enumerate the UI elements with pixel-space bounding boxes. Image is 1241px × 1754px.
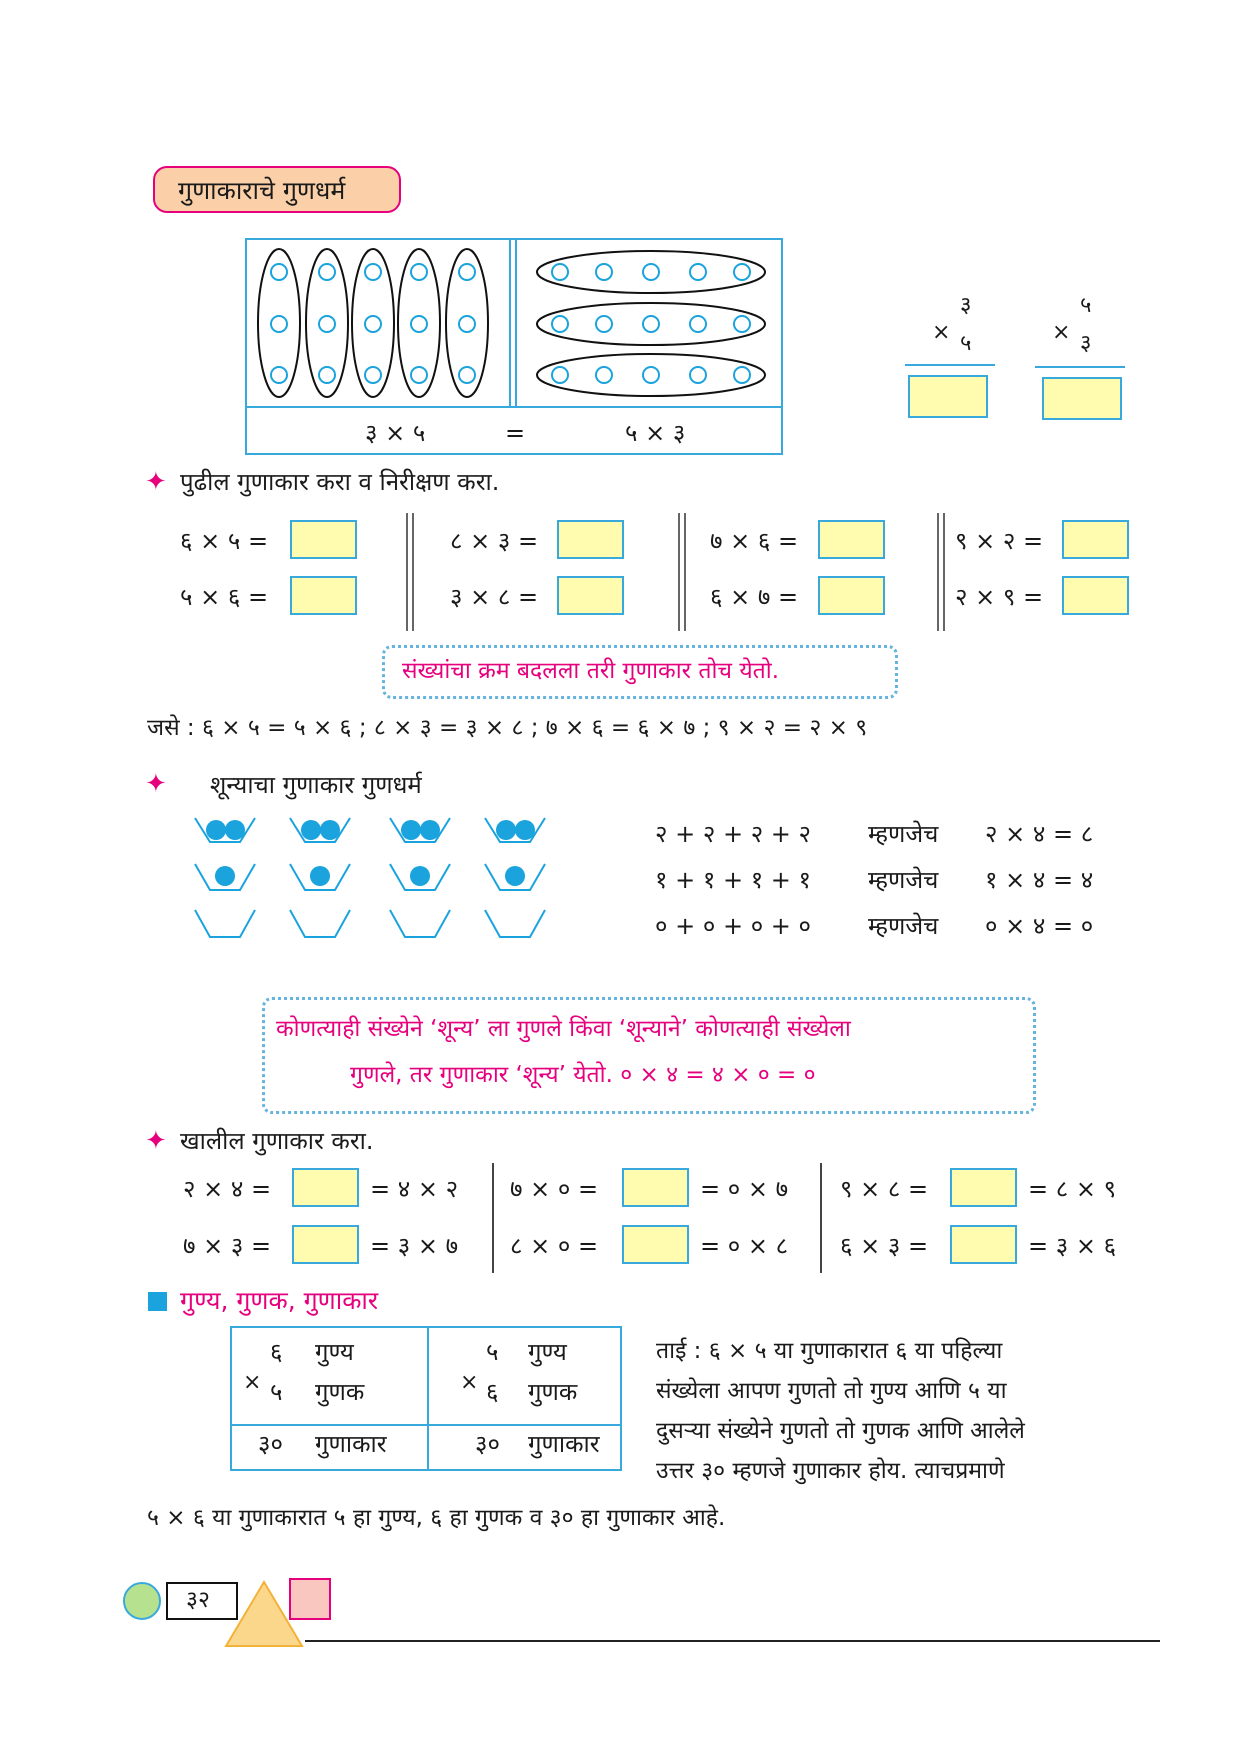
s3-left-expr: ७ × ३ = <box>183 1232 272 1260</box>
s1-answer-box[interactable] <box>290 576 357 615</box>
s3-answer-box[interactable] <box>622 1225 689 1264</box>
s1-expr: ६ × ७ = <box>710 583 799 611</box>
s3-right-expr: = ४ × २ <box>370 1175 459 1203</box>
s3-answer-box[interactable] <box>292 1225 359 1264</box>
explanation-line: उत्तर ३० म्हणजे गुणाकार होय. त्याचप्रमाणे <box>656 1458 1005 1484</box>
vertical2-answer-box[interactable] <box>1042 377 1122 420</box>
baskets-illustration <box>190 810 570 950</box>
s1-answer-box[interactable] <box>557 576 624 615</box>
vertical2-times: × <box>1052 320 1071 345</box>
vertical1-times: × <box>932 320 951 345</box>
oval-groups-svg <box>247 240 781 406</box>
s3-right-expr: = ० × ८ <box>700 1232 789 1260</box>
s3-right-expr: = ८ × ९ <box>1028 1175 1117 1203</box>
s1-expr: ७ × ६ = <box>710 527 799 555</box>
s1-answer-box[interactable] <box>557 520 624 559</box>
divider <box>937 513 945 631</box>
s1-expr: २ × ९ = <box>955 583 1044 611</box>
figure-equals: = <box>505 419 526 447</box>
rule2-line1: कोणत्याही संख्येने ‘शून्य’ ला गुणले किंवा ‘शून्याने’ कोणत्याही संख्येला <box>276 1016 851 1042</box>
explanation-line: दुसऱ्या संख्येने गुणतो तो गुणक आणि आलेले <box>656 1418 1025 1444</box>
rule2-frame <box>262 997 1036 1114</box>
divider <box>678 513 686 631</box>
s3-answer-box[interactable] <box>950 1168 1017 1207</box>
zero-row-sum: ० + ० + ० + ० <box>655 912 812 940</box>
section2-title: शून्याचा गुणाकार गुणधर्म <box>210 771 422 799</box>
table2-product-label: गुणाकार <box>528 1430 600 1458</box>
figure-right-expr: ५ × ३ <box>625 419 686 447</box>
s3-left-expr: ७ × ० = <box>510 1175 599 1203</box>
divider <box>820 1163 822 1273</box>
divider <box>492 1163 494 1273</box>
s1-expr: ६ × ५ = <box>180 527 269 555</box>
example-line: जसे : ६ × ५ = ५ × ६ ; ८ × ३ = ३ × ८ ; ७ × ६ = ६ × ७ ; ९ × २ = २ × ९ <box>147 715 868 741</box>
s1-answer-box[interactable] <box>1062 520 1129 559</box>
vertical2-line <box>1035 366 1125 368</box>
s3-right-expr: = ० × ७ <box>700 1175 789 1203</box>
s3-left-expr: ६ × ३ = <box>840 1232 929 1260</box>
zero-row-product: ० × ४ = ० <box>985 912 1094 940</box>
section3-title: खालील गुणाकार करा. <box>180 1127 374 1155</box>
table1-multiplier-label: गुणक <box>315 1378 365 1406</box>
green-circle-shape <box>123 1582 161 1620</box>
rule2-line2: गुणले, तर गुणाकार ‘शून्य’ येतो. ० × ४ = ४ × ० = ० <box>350 1062 816 1088</box>
table2-multiplicand-label: गुण्य <box>528 1338 567 1366</box>
vertical2-bottom: ३ <box>1080 331 1092 356</box>
section-heading: गुणाकाराचे गुणधर्म <box>178 176 346 205</box>
s3-left-expr: २ × ४ = <box>183 1175 272 1203</box>
vertical1-bottom: ५ <box>960 331 972 356</box>
s1-expr: ३ × ८ = <box>450 583 539 611</box>
s1-answer-box[interactable] <box>818 576 885 615</box>
table2-multiplier-label: गुणक <box>528 1378 578 1406</box>
pink-square-shape <box>289 1578 331 1620</box>
section1-title: पुढील गुणाकार करा व निरीक्षण करा. <box>180 468 500 496</box>
vertical1-answer-box[interactable] <box>908 375 988 418</box>
table1-times: × <box>243 1370 262 1395</box>
zero-row-sum: २ + २ + २ + २ <box>655 820 812 848</box>
explanation-last-line: ५ × ६ या गुणाकारात ५ हा गुण्य, ६ हा गुणक व ३० हा गुणाकार आहे. <box>147 1505 726 1531</box>
s1-answer-box[interactable] <box>290 520 357 559</box>
zero-row-word: म्हणजेच <box>868 866 939 894</box>
table1-product: ३० <box>258 1430 283 1458</box>
star-icon: ✦ <box>145 467 167 497</box>
figure-left-expr: ३ × ५ <box>365 419 426 447</box>
page-number: ३२ <box>186 1587 210 1613</box>
table2-multiplier: ६ <box>486 1378 499 1406</box>
footer-line <box>305 1640 1160 1642</box>
divider <box>406 513 414 631</box>
table1-product-label: गुणाकार <box>315 1430 387 1458</box>
s3-right-expr: = ३ × ६ <box>1028 1232 1117 1260</box>
explanation-line: ताई : ६ × ५ या गुणाकारात ६ या पहिल्या <box>656 1338 1003 1364</box>
explanation-line: संख्येला आपण गुणतो तो गुण्य आणि ५ या <box>656 1378 1007 1404</box>
s3-answer-box[interactable] <box>622 1168 689 1207</box>
star-icon: ✦ <box>145 769 167 799</box>
star-icon: ✦ <box>145 1126 167 1156</box>
zero-row-word: म्हणजेच <box>868 820 939 848</box>
table1-multiplier: ५ <box>270 1378 283 1406</box>
zero-row-word: म्हणजेच <box>868 912 939 940</box>
s1-expr: ९ × २ = <box>955 527 1044 555</box>
s3-answer-box[interactable] <box>292 1168 359 1207</box>
section4-title: गुण्य, गुणक, गुणाकार <box>180 1286 379 1315</box>
zero-row-product: १ × ४ = ४ <box>985 866 1094 894</box>
rule1-text: संख्यांचा क्रम बदलला तरी गुणाकार तोच येतो. <box>402 658 780 684</box>
s3-left-expr: ८ × ० = <box>510 1232 599 1260</box>
square-bullet-icon <box>148 1292 167 1311</box>
table2-times: × <box>460 1370 479 1395</box>
vertical1-top: ३ <box>960 293 972 318</box>
s3-right-expr: = ३ × ७ <box>370 1232 459 1260</box>
s3-left-expr: ९ × ८ = <box>840 1175 929 1203</box>
vertical2-top: ५ <box>1080 293 1092 318</box>
zero-row-product: २ × ४ = ८ <box>985 820 1094 848</box>
s1-answer-box[interactable] <box>1062 576 1129 615</box>
table2-product: ३० <box>475 1430 500 1458</box>
table2-multiplicand: ५ <box>486 1338 499 1366</box>
table1-multiplicand-label: गुण्य <box>315 1338 354 1366</box>
zero-row-sum: १ + १ + १ + १ <box>655 866 812 894</box>
vertical1-line <box>905 364 995 366</box>
s1-expr: ५ × ६ = <box>180 583 269 611</box>
table1-multiplicand: ६ <box>270 1338 283 1366</box>
s3-answer-box[interactable] <box>950 1225 1017 1264</box>
s1-expr: ८ × ३ = <box>450 527 539 555</box>
s1-answer-box[interactable] <box>818 520 885 559</box>
